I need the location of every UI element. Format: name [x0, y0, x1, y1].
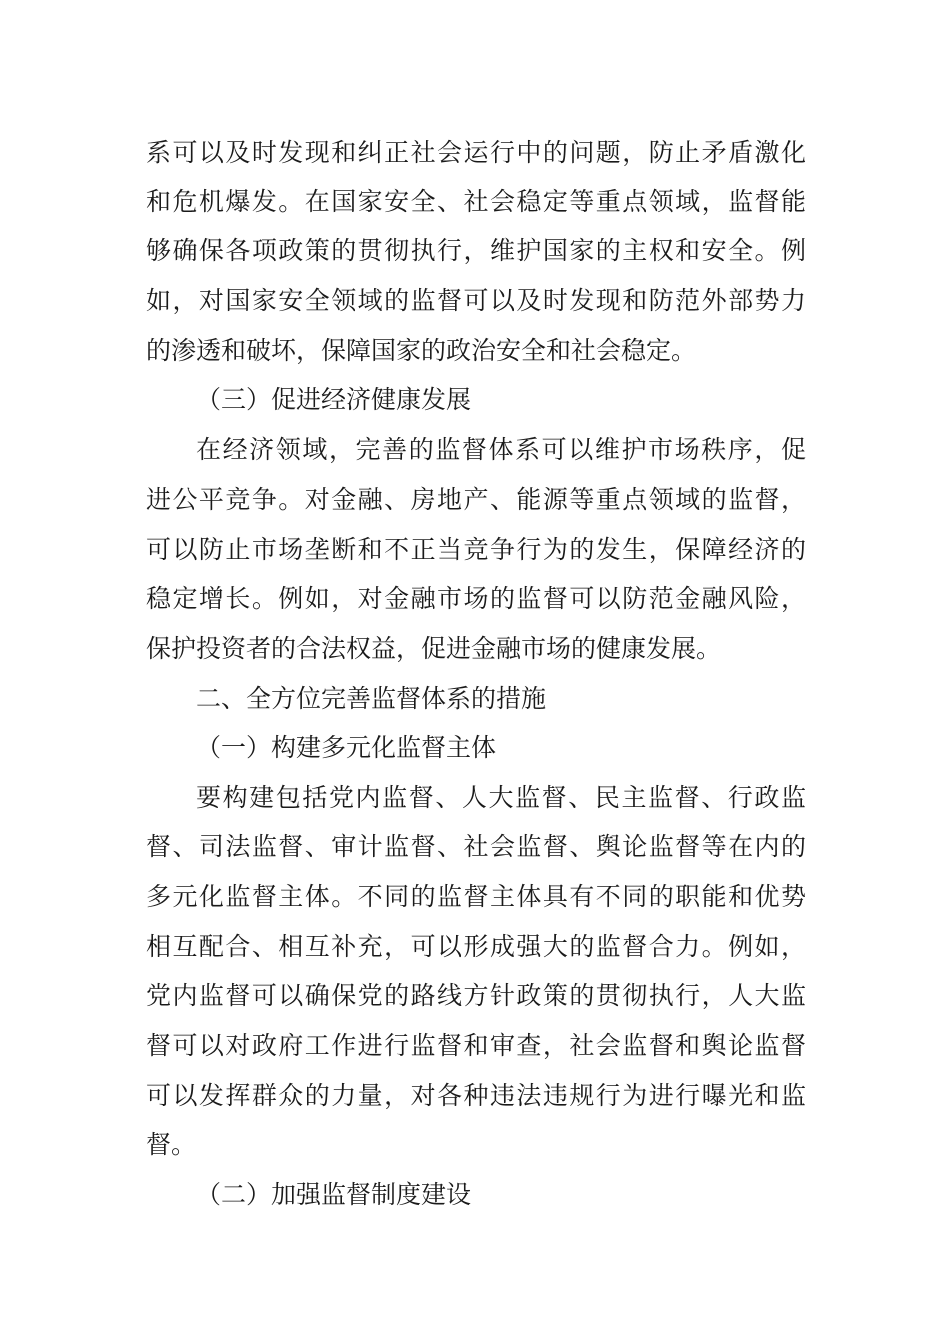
section-heading: （二）加强监督制度建设 — [196, 1180, 472, 1209]
paragraph-line: 的渗透和破坏，保障国家的政治安全和社会稳定。 — [146, 336, 697, 365]
paragraph-line: 督、司法监督、审计监督、社会监督、舆论监督等在内的 — [146, 832, 806, 861]
section-heading: （一）构建多元化监督主体 — [196, 733, 497, 762]
paragraph-line: 可以发挥群众的力量，对各种违法违规行为进行曝光和监 — [146, 1081, 806, 1110]
paragraph-line: 相互配合、相互补充，可以形成强大的监督合力。例如， — [146, 932, 806, 961]
chapter-heading: 二、全方位完善监督体系的措施 — [196, 684, 547, 713]
paragraph-line: 够确保各项政策的贯彻执行，维护国家的主权和安全。例 — [146, 236, 806, 265]
paragraph-line: 可以防止市场垄断和不正当竞争行为的发生，保障经济的 — [146, 535, 806, 564]
paragraph-line: 和危机爆发。在国家安全、社会稳定等重点领域，监督能 — [146, 187, 806, 216]
paragraph-line: 多元化监督主体。不同的监督主体具有不同的职能和优势 — [146, 882, 806, 911]
paragraph-line: 系可以及时发现和纠正社会运行中的问题，防止矛盾激化 — [146, 138, 806, 167]
paragraph-line: 如，对国家安全领域的监督可以及时发现和防范外部势力 — [146, 286, 806, 315]
paragraph-line: 要构建包括党内监督、人大监督、民主监督、行政监 — [196, 783, 806, 812]
paragraph-line: 督。 — [146, 1130, 197, 1159]
paragraph-line: 党内监督可以确保党的路线方针政策的贯彻执行，人大监 — [146, 981, 806, 1010]
paragraph-line: 在经济领域，完善的监督体系可以维护市场秩序，促 — [196, 435, 806, 464]
paragraph-line: 督可以对政府工作进行监督和审查，社会监督和舆论监督 — [146, 1031, 806, 1060]
paragraph-line: 稳定增长。例如，对金融市场的监督可以防范金融风险， — [146, 584, 806, 613]
paragraph-line: 进公平竞争。对金融、房地产、能源等重点领域的监督， — [146, 485, 806, 514]
section-heading: （三）促进经济健康发展 — [196, 385, 472, 414]
paragraph-line: 保护投资者的合法权益，促进金融市场的健康发展。 — [146, 634, 722, 663]
